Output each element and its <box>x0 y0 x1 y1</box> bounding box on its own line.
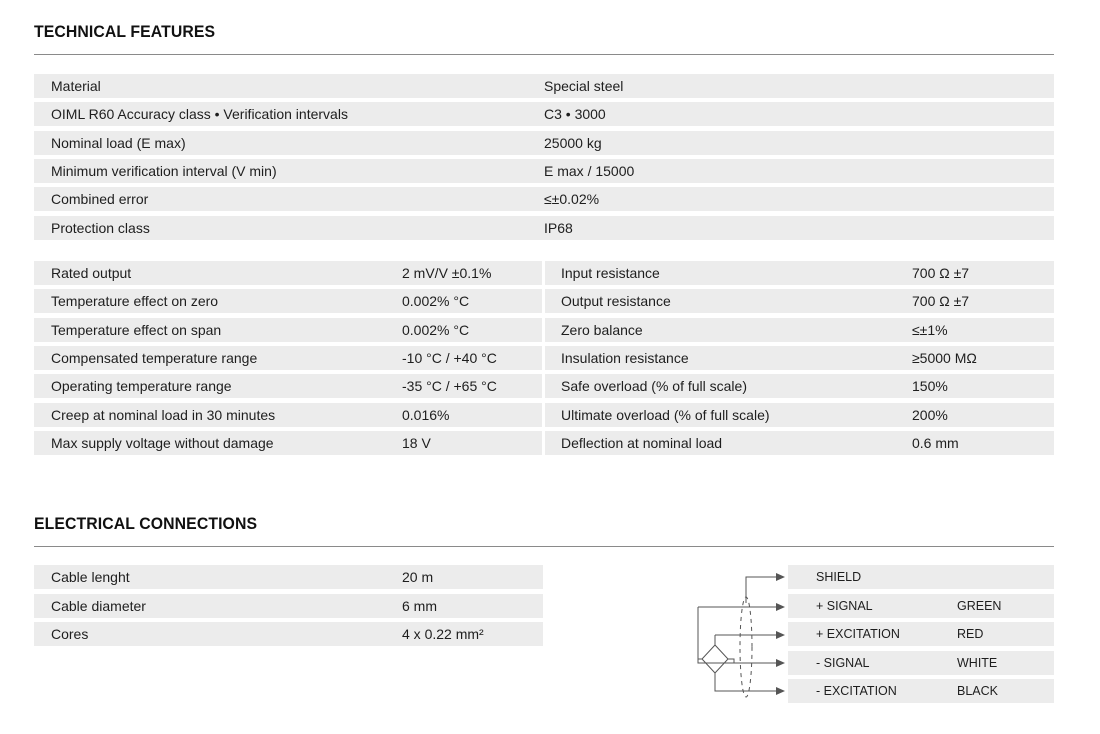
spec-row-cable-diameter <box>34 594 543 618</box>
spec-row-temp-effect-zero <box>34 289 542 313</box>
spec-row-insulation-resistance <box>545 346 1054 370</box>
spec-value: 700 Ω ±7 <box>912 265 970 281</box>
arrow-icon <box>776 573 785 581</box>
spec-row-input-resistance <box>545 261 1054 285</box>
spec-value: 200% <box>912 407 948 423</box>
wire-row-minus-excitation <box>788 679 1054 703</box>
wire-signal: + SIGNAL <box>816 599 873 613</box>
wire-color: GREEN <box>957 599 1002 613</box>
spec-value: -10 °C / +40 °C <box>402 350 497 366</box>
spec-row-nominal-load <box>34 131 1054 155</box>
spec-value: 0.002% °C <box>402 322 470 338</box>
spec-label: Zero balance <box>561 322 643 338</box>
spec-value: -35 °C / +65 °C <box>402 378 497 394</box>
spec-label: OIML R60 Accuracy class • Verification intervals <box>51 106 348 122</box>
spec-row-deflection <box>545 431 1054 455</box>
spec-label: Temperature effect on span <box>51 322 222 338</box>
spec-value: E max / 15000 <box>544 163 635 179</box>
spec-label: Deflection at nominal load <box>561 435 723 451</box>
spec-value: 2 mV/V ±0.1% <box>402 265 492 281</box>
cable-shield <box>740 597 752 697</box>
spec-row-ultimate-overload <box>545 403 1054 427</box>
spec-row-operating-temp-range <box>34 374 542 398</box>
spec-label: Safe overload (% of full scale) <box>561 378 747 394</box>
spec-row-material <box>34 74 1054 98</box>
spec-value: 4 x 0.22 mm² <box>402 626 484 642</box>
spec-row-rated-output <box>34 261 542 285</box>
wire-row-minus-signal <box>788 651 1054 675</box>
spec-label: Combined error <box>51 191 149 207</box>
spec-row-combined-error <box>34 187 1054 211</box>
spec-value: 0.6 mm <box>912 435 959 451</box>
spec-label: Temperature effect on zero <box>51 293 219 309</box>
spec-value: 25000 kg <box>544 135 602 151</box>
electrical-connections-rule <box>34 546 1054 547</box>
spec-label: Material <box>51 78 101 94</box>
electrical-connections-title: ELECTRICAL CONNECTIONS <box>34 514 258 533</box>
spec-value: ≥5000 MΩ <box>912 350 977 366</box>
spec-label: Rated output <box>51 265 132 281</box>
spec-row-accuracy-class <box>34 102 1054 126</box>
wire-signal: + EXCITATION <box>816 627 900 641</box>
wire-row-shield <box>788 565 1054 589</box>
spec-label: Compensated temperature range <box>51 350 258 366</box>
minus-excitation-wire <box>715 677 776 691</box>
spec-value: 20 m <box>402 569 434 585</box>
spec-label: Operating temperature range <box>51 378 232 394</box>
spec-label: Max supply voltage without damage <box>51 435 274 451</box>
spec-value: 700 Ω ±7 <box>912 293 970 309</box>
spec-row-protection-class <box>34 216 1054 240</box>
wire-row-plus-signal <box>788 594 1054 618</box>
spec-label: Ultimate overload (% of full scale) <box>561 407 770 423</box>
spec-row-output-resistance <box>545 289 1054 313</box>
spec-label: Protection class <box>51 220 150 236</box>
spec-value: Special steel <box>544 78 624 94</box>
spec-label: Input resistance <box>561 265 660 281</box>
arrow-icon <box>776 603 785 611</box>
wiring-diagram <box>690 565 790 705</box>
wire-row-plus-excitation <box>788 622 1054 646</box>
spec-label: Cores <box>51 626 89 642</box>
arrow-icon <box>776 687 785 695</box>
wire-signal: SHIELD <box>816 570 862 584</box>
wire-signal: - SIGNAL <box>816 656 870 670</box>
spec-label: Creep at nominal load in 30 minutes <box>51 407 276 423</box>
spec-value: ≤±1% <box>912 322 948 338</box>
spec-row-cores <box>34 622 543 646</box>
spec-label: Output resistance <box>561 293 671 309</box>
spec-value: 0.016% <box>402 407 450 423</box>
spec-value: IP68 <box>544 220 573 236</box>
spec-label: Cable lenght <box>51 569 130 585</box>
spec-value: 0.002% °C <box>402 293 470 309</box>
spec-row-compensated-temp-range <box>34 346 542 370</box>
spec-row-safe-overload <box>545 374 1054 398</box>
wire-signal: - EXCITATION <box>816 684 897 698</box>
spec-label: Minimum verification interval (V min) <box>51 163 277 179</box>
spec-value: 150% <box>912 378 948 394</box>
spec-row-creep <box>34 403 542 427</box>
arrow-icon <box>776 631 785 639</box>
spec-value: 18 V <box>402 435 431 451</box>
spec-row-max-supply-voltage <box>34 431 542 455</box>
wire-color: WHITE <box>957 656 998 670</box>
spec-value: C3 • 3000 <box>544 106 606 122</box>
technical-features-rule <box>34 54 1054 55</box>
spec-label: Nominal load (E max) <box>51 135 186 151</box>
spec-row-zero-balance <box>545 318 1054 342</box>
spec-value: 6 mm <box>402 598 437 614</box>
spec-row-min-verification-interval <box>34 159 1054 183</box>
technical-features-title: TECHNICAL FEATURES <box>34 22 216 41</box>
arrow-icon <box>776 659 785 667</box>
spec-label: Insulation resistance <box>561 350 689 366</box>
wheatstone-bridge <box>702 645 728 673</box>
wire-color: RED <box>957 627 984 641</box>
spec-label: Cable diameter <box>51 598 146 614</box>
spec-row-temp-effect-span <box>34 318 542 342</box>
spec-row-cable-length <box>34 565 543 589</box>
wire-color: BLACK <box>957 684 998 698</box>
shield-wire <box>746 577 776 603</box>
spec-value: ≤±0.02% <box>544 191 600 207</box>
